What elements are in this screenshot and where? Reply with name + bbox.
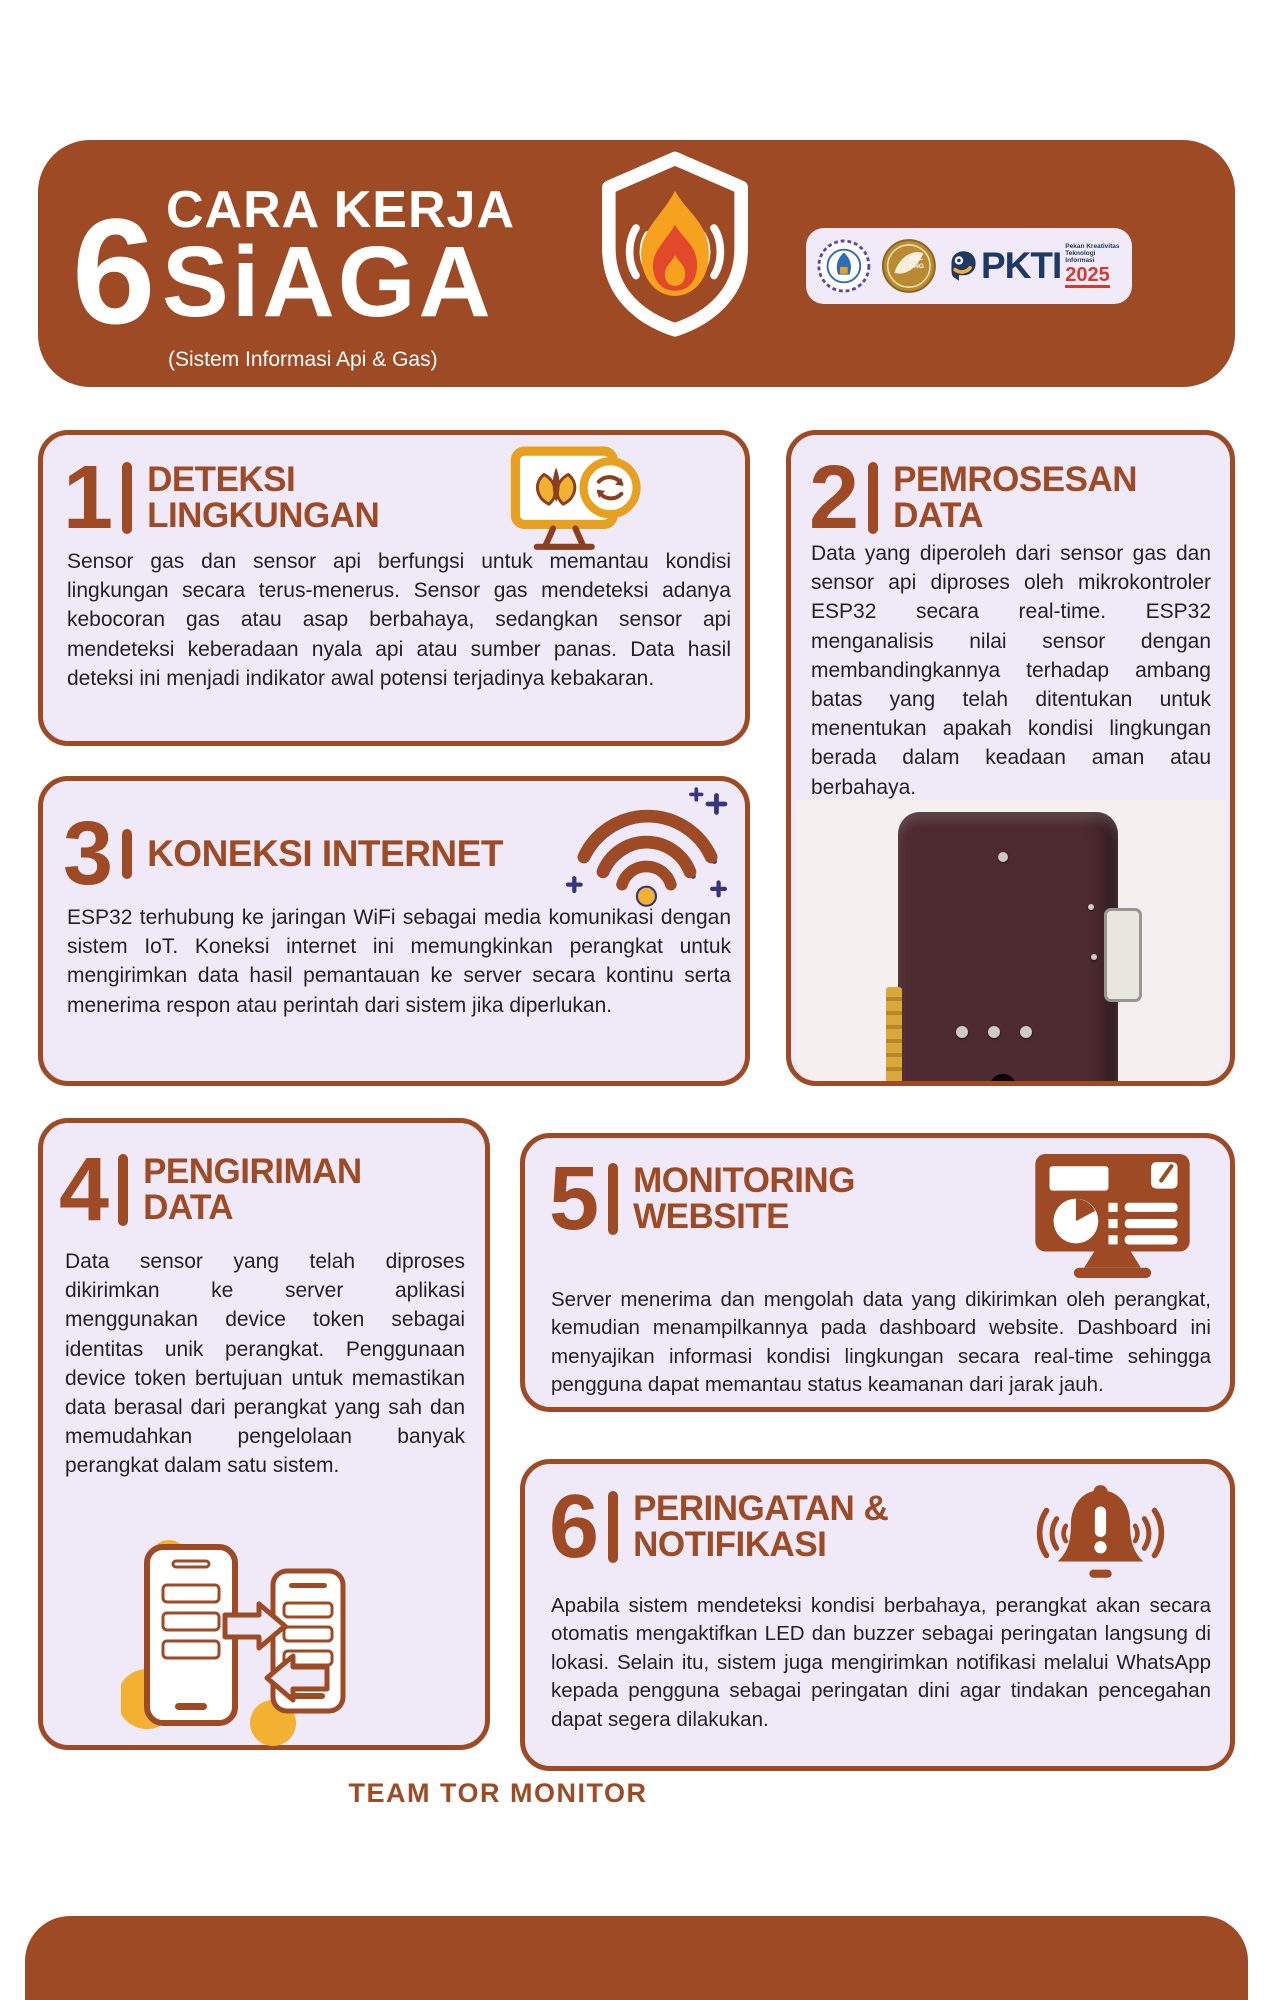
step-title: PENGIRIMAN DATA [143,1151,362,1227]
poster-subtitle: (Sistem Informasi Api & Gas) [168,348,438,371]
step-title: DETEKSI LINGKUNGAN [147,459,380,535]
step-count: 6 [72,187,156,355]
divider-bar [118,1154,128,1226]
poster-title-line2: SiAGA [162,226,494,338]
step-number: 1 [63,448,111,548]
alert-bell-icon [1003,1480,1198,1588]
pkti-tagline-line1: Pekan Kreativitas [1065,243,1120,251]
wifi-icon [555,787,740,909]
step-title: KONEKSI INTERNET [147,832,503,874]
step-title: PEMROSESAN DATA [893,459,1137,535]
pkti-head-icon [946,248,977,284]
step-body: ESP32 terhubung ke jaringan WiFi sebagai media komunikasi dengan sistem IoT. Koneksi internet ini memungkinkan perangkat untuk mengirimkan data hasil pemantauan ke server secara kontinu serta menerima respon atau perintah dari sistem jika diperlukan. [67,906,731,1017]
pkti-tagline-line2: Teknologi Informasi [1065,250,1096,264]
logo-badge [806,228,1132,304]
step-body: Server menerima dan mengolah data yang dikirimkan oleh perangkat, kemudian menampilkannya pada dashboard website. Dashboard ini menyajikan informasi kondisi lingkungan secara real-time sehingga pengguna dapat memantau status keamanan dari jarak jauh. [551,1288,1211,1397]
step-title: MONITORING WEBSITE [633,1160,855,1236]
svg-text:KSL: KSL [909,255,924,263]
step-number: 5 [549,1149,597,1249]
step-card-2 [786,430,1235,1086]
phones-data-transfer-illustration [121,1531,371,1749]
ung-logo [816,237,872,295]
divider-bar [122,462,132,534]
device-pin-header [886,987,902,1081]
step-number: 4 [59,1140,107,1240]
ksl-ung-logo [881,237,937,295]
header-banner [38,140,1235,387]
step-body: Sensor gas dan sensor api berfungsi untuk memantau kondisi lingkungan secara terus-menerus. Sensor gas mendeteksi adanya kebocoran gas atau asap berbahaya, sedangkan sensor api mendeteksi keberadaan nyala api atau sumber panas. Data hasil deteksi ini menjadi indikator awal potensi terjadinya kebakaran. [67,550,731,690]
divider-bar [868,462,878,534]
team-credit: TEAM TOR MONITOR [348,1778,648,1808]
divider-bar [122,829,132,879]
pkti-year: 2025 [1065,263,1110,286]
step-body: Data yang diperoleh dari sensor gas dan sensor api diproses oleh mikrokontroler ESP32 secara real-time. ESP32 menganalisis nilai sensor dengan membandingkannya terhadap ambang batas yang telah ditentukan untuk menentukan apakah kondisi lingkungan berada dalam keadaan aman atau berbahaya. [811,542,1211,799]
svg-text:UNG: UNG [908,262,924,270]
poster-title-line1: CARA KERJA [166,181,515,239]
device-connector [1104,908,1142,1002]
step-body: Apabila sistem mendeteksi kondisi berbahaya, perangkat akan secara otomatis mengaktifkan LED dan buzzer sebagai peringatan langsung di lokasi. Selain itu, sistem juga mengirimkan notifikasi melalui WhatsApp kepada pengguna sebagai peringatan dini agar tindakan pencegahan dapat segera dilakukan. [551,1594,1211,1731]
step-card-3 [38,776,750,1086]
plant-monitor-search-icon [506,445,648,557]
esp32-device-photo [796,800,1225,1081]
step-number: 3 [63,804,111,904]
step-number: 2 [809,448,857,548]
step-card-1 [38,430,750,746]
device-buzzer-hole [990,1074,1016,1081]
step-number: 6 [549,1477,597,1577]
step-title: PERINGATAN & NOTIFIKASI [633,1488,889,1564]
esp32-enclosure [898,812,1118,1081]
step-card-4 [38,1118,490,1750]
pkti-logo [946,244,1122,287]
divider-bar [608,1491,618,1563]
step-card-6 [520,1459,1235,1771]
step-card-5 [520,1133,1235,1412]
pkti-wordmark: PKTI [981,245,1062,286]
step-body: Data sensor yang telah diproses dikirimkan ke server aplikasi menggunakan device token sebagai identitas unik perangkat. Penggunaan device token bertujuan untuk memastikan data berasal dari perangkat yang sah dan memudahkan pengelolaan banyak perangkat dalam satu sistem. [65,1250,465,1478]
bottom-bar [25,1916,1248,2000]
dashboard-monitor-icon [1030,1152,1195,1280]
divider-bar [608,1163,618,1235]
shield-flame-icon [590,150,760,340]
